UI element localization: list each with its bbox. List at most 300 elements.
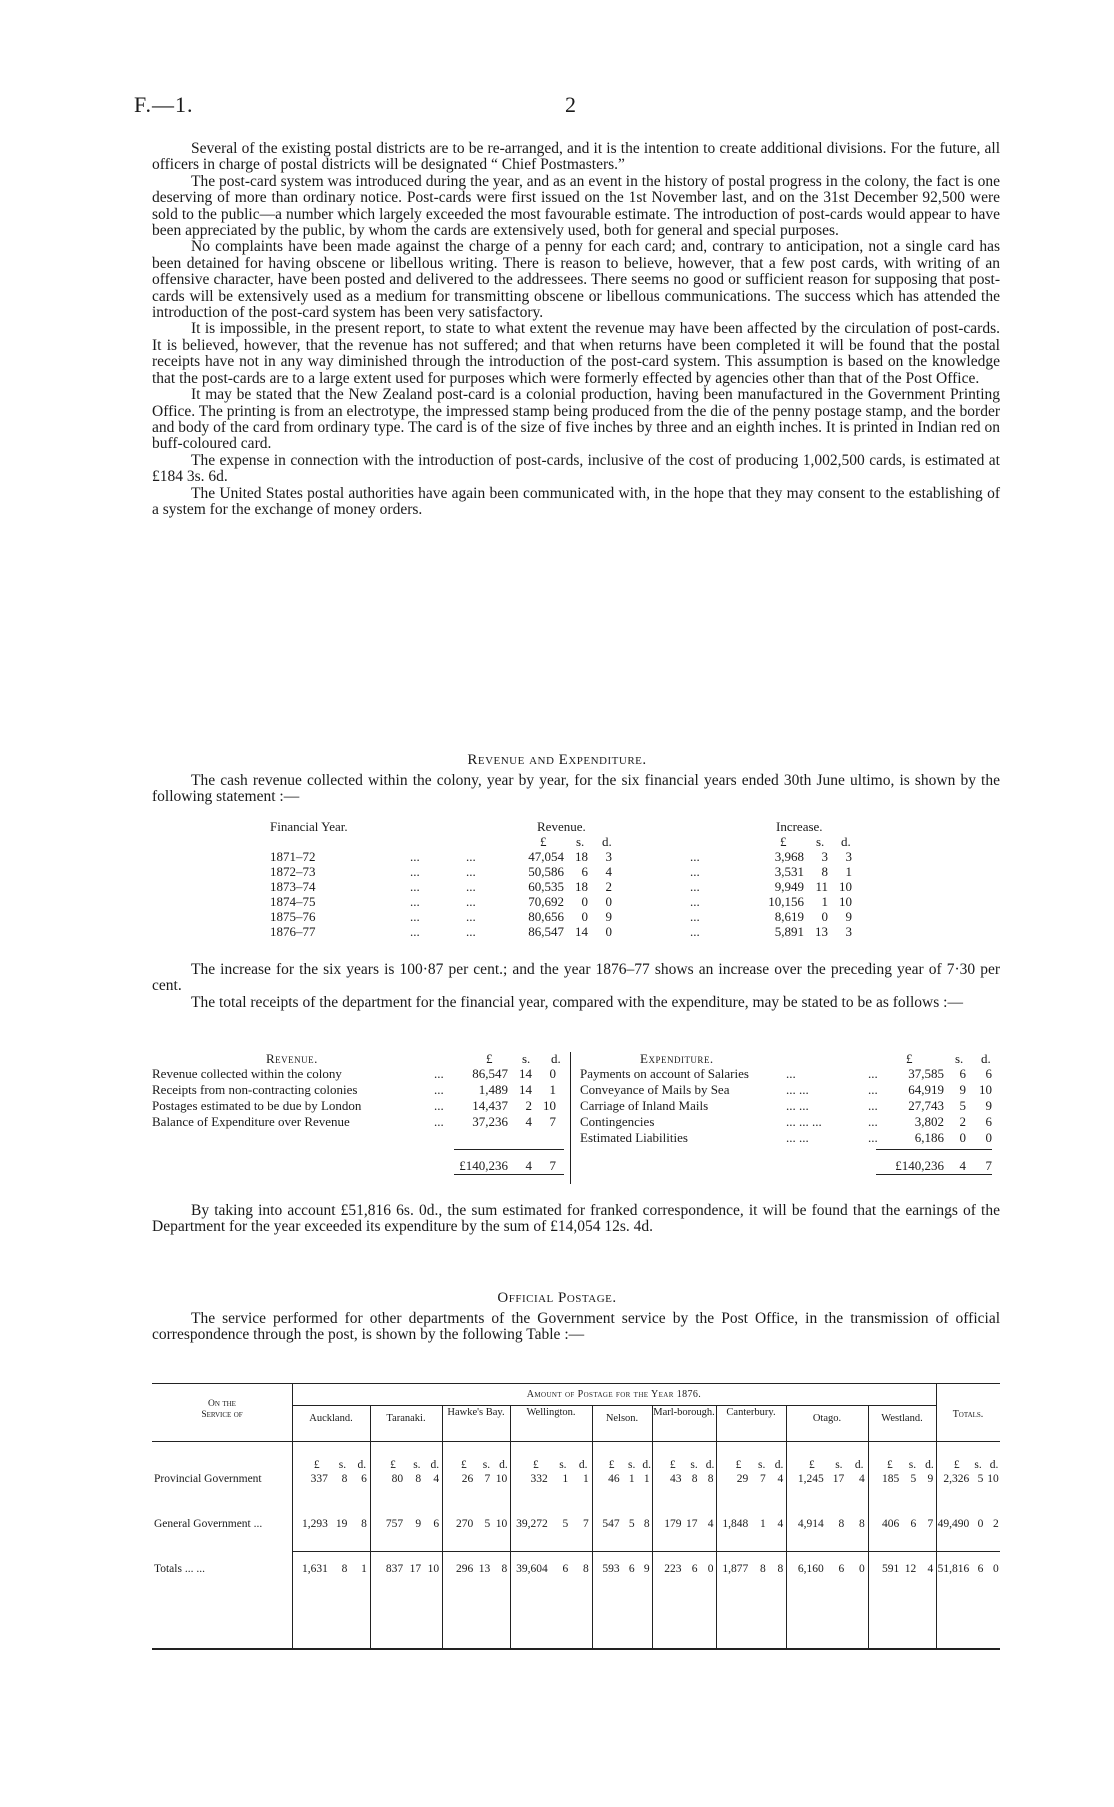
leader-dots: ... [466,909,476,924]
increase-pounds: 10,156 [768,894,804,909]
leader-dots: ... [466,879,476,894]
cell-pounds: 1,293 [302,1518,328,1530]
leader-dots: ... ... [786,1098,809,1113]
cell-shillings: 5 [484,1518,491,1530]
increase-pence: 3 [845,849,852,864]
expenditure-total-pounds: £140,236 [895,1158,944,1173]
total-pence: 10 [987,1473,999,1485]
lsd-pence: d. [430,1459,440,1471]
statement-divider [570,1052,571,1184]
leader-dots: ... [434,1082,444,1097]
lsd-shilling: s. [522,1051,531,1066]
year-cell: 1876–77 [270,924,316,939]
revenue-shillings: 0 [581,894,588,909]
expenditure-total-pence: 7 [985,1158,992,1173]
cell-pence: 9 [927,1473,934,1485]
revenue-pence: 2 [605,879,612,894]
revenue-pounds: 80,656 [528,909,564,924]
cell-pounds: 39,272 [516,1518,548,1530]
col-header-increase: Increase. [776,819,823,834]
cell-pence: 10 [495,1473,508,1485]
cell-pounds: 6,160 [797,1563,824,1575]
cell-shillings: 5 [628,1518,635,1530]
lsd-pence: d. [841,834,851,849]
lsd-pence: d. [551,1051,561,1066]
cell-shillings: 6 [628,1563,635,1575]
expenditure-total-shillings: 4 [959,1158,966,1173]
lsd-pence: d. [499,1459,508,1471]
revenue-intro [152,773,1000,806]
cell-pence: 7 [582,1518,589,1530]
lsd-pound: £ [669,1459,676,1471]
increase-shillings: 3 [821,849,828,864]
cell-pounds: 1,877 [722,1563,749,1575]
revenue-pounds: 86,547 [528,924,564,939]
paragraph: By taking into account £51,816 6s. 0d., the sum estimated for franked correspondence, it will be found that the earnings of the Department for the year exceeded its expenditure by the sum of £14,054 12s. 4d. [152,1202,1000,1236]
cell-shillings: 17 [685,1518,698,1530]
leader-dots: ... [868,1114,878,1129]
paragraph: The United States postal authorities have again been communicated with, in the hope that they may consent to the establishing of a system for the exchange of money orders. [152,484,1000,518]
page-number: 2 [565,92,576,117]
revenue-line-label: Revenue collected within the colony [152,1066,342,1081]
increase-shillings: 1 [821,894,828,909]
expenditure-line-label: Contingencies [580,1114,655,1129]
column-header: Auckland. [309,1413,353,1424]
increase-shillings: 0 [821,909,828,924]
expenditure-line-pounds: 27,743 [908,1098,944,1113]
lsd-pound: £ [735,1459,742,1471]
revenue-total-shillings: 4 [525,1158,532,1173]
total-pence: 0 [992,1563,999,1575]
cell-pence: 8 [501,1563,508,1575]
revenue-pence: 3 [605,849,612,864]
total-pence: 2 [992,1518,999,1530]
section-heading-revenue: Revenue and Expenditure. [467,752,647,768]
lsd-pound: £ [390,1459,396,1471]
leader-dots: ... [410,849,420,864]
cell-pence: 0 [858,1563,865,1575]
revenue-total-rule [454,1149,564,1150]
lsd-pound: £ [906,1051,913,1066]
leader-dots: ... [690,924,700,939]
cell-pence: 4 [858,1473,865,1485]
cell-shillings: 7 [484,1473,491,1485]
lsd-pound: £ [532,1459,539,1471]
cell-pence: 7 [927,1518,934,1530]
cell-shillings: 13 [478,1563,491,1575]
table-top-rule [152,1383,1000,1384]
service-header-line: On the [208,1399,236,1409]
leader-dots: ... [690,894,700,909]
cell-pence: 8 [707,1473,714,1485]
lsd-pence: d. [774,1459,784,1471]
cell-pence: 8 [777,1563,784,1575]
paragraph: The service performed for other departments of the Government service by the Post Office, in the transmission of official correspondence through the post, is shown by the following Table :— [152,1310,1000,1344]
column-header: Nelson. [605,1413,639,1424]
lsd-pence: d. [981,1051,991,1066]
leader-dots: ... [690,879,700,894]
lsd-pound: £ [608,1459,615,1471]
cell-pounds: 29 [736,1473,749,1485]
lsd-pound: £ [313,1459,320,1471]
increase-pence: 10 [839,879,852,894]
revenue-line-shillings: 4 [525,1114,532,1129]
revenue-shillings: 14 [575,924,588,939]
leader-dots: ... [410,924,420,939]
increase-shillings: 8 [821,864,828,879]
cell-shillings: 1 [759,1518,766,1530]
lsd-pence: d. [925,1459,934,1471]
cell-pence: 9 [643,1563,650,1575]
expenditure-line-shillings: 2 [959,1114,966,1129]
total-pounds: 49,490 [937,1518,970,1530]
cell-shillings: 7 [759,1473,766,1485]
cell-pence: 1 [361,1563,367,1575]
paragraph: The expense in connection with the introduction of post-cards, inclusive of the cost of producing 1,002,500 cards, is estimated at £184 3s. 6d. [152,451,1000,486]
revenue-shillings: 0 [581,909,588,924]
paragraph: Several of the existing postal districts are to be re-arranged, and it is the intention to create additional divisions. For the future, all officers in charge of postal districts will be designated “ Chief Postmasters.” [152,140,1000,174]
service-header [152,1399,292,1421]
document-reference: F.—1. [134,92,194,117]
revenue-line-pence: 1 [549,1082,556,1097]
cell-pence: 4 [707,1518,714,1530]
cell-pence: 6 [433,1518,440,1530]
header-bottom-rule [152,1441,1000,1442]
lsd-shilling: s. [628,1459,636,1471]
column-header: Canterbury. [726,1407,776,1418]
leader-dots: ... [410,879,420,894]
cell-shillings: 8 [759,1563,766,1575]
group-header: Amount of Postage for the Year 1876. [526,1389,702,1400]
revenue-line-label: Postages estimated to be due by London [152,1098,362,1113]
expenditure-total-rule [876,1174,992,1175]
cell-pence: 8 [858,1518,865,1530]
lsd-pound: £ [887,1459,893,1471]
col-header-revenue: Revenue. [537,819,586,834]
lsd-pence: d. [602,834,612,849]
lsd-shilling: s. [816,834,825,849]
revenue-line-shillings: 2 [525,1098,532,1113]
revenue-line-pence: 7 [549,1114,556,1129]
increase-pence: 10 [839,894,852,909]
cell-pounds: 4,914 [797,1518,824,1530]
cell-shillings: 1 [628,1473,635,1485]
leader-dots: ... [410,864,420,879]
cell-shillings: 8 [691,1473,698,1485]
revenue-line-pounds: 86,547 [472,1066,508,1081]
cell-shillings: 8 [341,1473,348,1485]
increase-pence: 3 [845,924,852,939]
column-header: Otago. [812,1413,842,1424]
cell-shillings: 8 [415,1473,422,1485]
revenue-shillings: 18 [575,849,588,864]
leader-dots: ... [466,894,476,909]
leader-dots: ... [868,1098,878,1113]
lsd-shilling: s. [559,1459,567,1471]
cell-pence: 4 [433,1473,440,1485]
leader-dots: ... [868,1066,878,1081]
total-shillings: 6 [977,1563,984,1575]
revenue-total-pounds: £140,236 [459,1158,508,1173]
cell-pounds: 1,848 [722,1518,749,1530]
lsd-shilling: s. [835,1459,843,1471]
expenditure-line-pounds: 64,919 [908,1082,944,1097]
revenue-shillings: 6 [581,864,588,879]
leader-dots: ... [466,864,476,879]
cell-shillings: 19 [335,1518,348,1530]
revenue-line-shillings: 14 [519,1066,532,1081]
col-header-year: Financial Year. [270,819,348,834]
year-cell: 1873–74 [270,879,316,894]
cell-shillings: 6 [910,1518,917,1530]
revenue-line-shillings: 14 [519,1082,532,1097]
row-label: General Government ... [154,1518,263,1530]
revenue-pence: 0 [605,924,612,939]
column-header: Westland. [881,1413,923,1424]
increase-pounds: 3,531 [774,864,804,879]
cell-pounds: 39,604 [516,1563,548,1575]
paragraph: The total receipts of the department for the financial year, compared with the expenditure, may be stated to be as follows :— [191,993,963,1011]
lsd-pound: £ [461,1459,467,1471]
revenue-line-pounds: 14,437 [472,1098,508,1113]
lsd-shilling: s. [908,1459,917,1471]
expenditure-line-pounds: 6,186 [914,1130,944,1145]
cell-shillings: 1 [562,1473,569,1485]
paragraph: It is impossible, in the present report, to state to what extent the revenue may have been affected by the circulation of post-cards. It is believed, however, that the revenue has not suffered; and that when returns have been completed it will be found that the postal receipts have not in any way diminished through the introduction of the post-card system. This assumption is based on the knowledge that the post-cards are to a large extent used for purposes which were formerly effected by agencies other than that of the Post Office. [152,320,1000,387]
cell-shillings: 17 [832,1473,845,1485]
total-shillings: 0 [977,1518,984,1530]
expenditure-total-rule [876,1149,992,1150]
revenue-pounds: 47,054 [528,849,564,864]
leader-dots: ... [690,864,700,879]
revenue-pence: 0 [605,894,612,909]
revenue-total-rule [454,1174,564,1175]
total-pounds: 51,816 [937,1563,970,1575]
lsd-pound: £ [486,1051,493,1066]
revenue-line-pounds: 1,489 [478,1082,508,1097]
cell-pence: 8 [361,1518,367,1530]
total-pounds: 2,326 [943,1473,970,1485]
totals-rule [292,1551,1000,1552]
revenue-line-pence: 0 [549,1066,556,1081]
expenditure-line-shillings: 9 [959,1082,966,1097]
increase-pounds: 8,619 [774,909,804,924]
lsd-shilling: s. [955,1051,964,1066]
column-header: Marl-borough. [653,1407,715,1418]
revenue-column-title: Revenue. [266,1051,318,1066]
increase-pounds: 9,949 [774,879,804,894]
expenditure-line-label: Estimated Liabilities [580,1130,688,1145]
cell-pounds: 547 [602,1518,620,1530]
totals-header: Totals. [952,1409,984,1420]
cell-pounds: 223 [664,1563,682,1575]
lsd-shilling: s. [974,1459,982,1471]
cell-pounds: 1,631 [302,1563,328,1575]
column-header: Wellington. [526,1407,576,1418]
lsd-pence: d. [357,1459,367,1471]
leader-dots: ... ... [786,1082,809,1097]
cell-pounds: 270 [456,1518,474,1530]
official-intro [152,1311,1000,1344]
expenditure-line-pence: 0 [985,1130,992,1145]
revenue-shillings: 18 [575,879,588,894]
cell-pence: 8 [643,1518,650,1530]
cell-pounds: 26 [461,1473,474,1485]
cell-pounds: 46 [608,1473,620,1485]
cell-pounds: 406 [882,1518,900,1530]
cell-shillings: 6 [562,1563,569,1575]
row-label: Totals ... ... [154,1563,205,1575]
increase-pounds: 3,968 [774,849,804,864]
cell-pounds: 80 [391,1473,404,1485]
increase-pounds: 5,891 [774,924,804,939]
lsd-shilling: s. [576,834,585,849]
cell-shillings: 5 [562,1518,569,1530]
revenue-pence: 9 [605,909,612,924]
expenditure-line-shillings: 5 [959,1098,966,1113]
cell-pence: 0 [707,1563,714,1575]
cell-pounds: 185 [882,1473,900,1485]
revenue-line-label: Receipts from non-contracting colonies [152,1082,358,1097]
expenditure-line-pence: 9 [985,1098,992,1113]
service-header-line: Service of [201,1410,243,1420]
cell-pence: 4 [777,1473,784,1485]
cell-shillings: 5 [910,1473,917,1485]
expenditure-line-shillings: 0 [959,1130,966,1145]
cell-shillings: 9 [415,1518,422,1530]
cell-shillings: 17 [409,1563,422,1575]
increase-pence: 9 [845,909,852,924]
cell-pounds: 296 [456,1563,474,1575]
lsd-pence: d. [854,1459,864,1471]
franked-paragraph [152,1203,1000,1236]
table-bottom-rule [152,1648,1000,1650]
expenditure-line-label: Conveyance of Mails by Sea [580,1082,730,1097]
revenue-pence: 4 [605,864,612,879]
leader-dots: ... [466,849,476,864]
top-paragraphs [152,141,1000,518]
cell-pounds: 837 [385,1563,404,1575]
cell-pence: 10 [427,1563,440,1575]
cell-pence: 4 [777,1518,784,1530]
year-cell: 1874–75 [270,894,316,909]
lsd-pence: d. [578,1459,588,1471]
column-header: Hawke's Bay. [447,1407,505,1418]
lsd-pence: d. [705,1459,715,1471]
leader-dots: ... [868,1082,878,1097]
paragraph: The increase for the six years is 100·87 per cent.; and the year 1876–77 shows an increase over the preceding year of 7·30 per cent. [152,961,1000,995]
increase-shillings: 13 [815,924,828,939]
cell-pounds: 591 [882,1563,900,1575]
cell-shillings: 12 [904,1563,917,1575]
lsd-pound: £ [780,834,787,849]
row-label: Provincial Government [154,1473,262,1485]
section-heading-official: Official Postage. [497,1290,617,1306]
leader-dots: ... [690,909,700,924]
paragraph: No complaints have been made against the charge of a penny for each card; and, contrary to anticipation, not a single card has been detained for having obscene or libellous writing. There is reason to believe, however, that a few post cards, with writing of an offensive character, have been posted and delivered to the addressees. There seems no good or sufficient reason for supposing that post-cards will be extensively used as a medium for transmitting obscene or libellous communications. The success which has attended the introduction of the post-card system has been very satisfactory. [152,238,1000,322]
expenditure-line-pence: 6 [985,1066,992,1081]
cell-shillings: 6 [691,1563,698,1575]
paragraph: The cash revenue collected within the colony, year by year, for the six financial years ended 30th June ultimo, is shown by the following statement :— [152,772,1000,806]
expenditure-line-pence: 10 [979,1082,992,1097]
expenditure-line-label: Carriage of Inland Mails [580,1098,709,1113]
total-shillings: 5 [977,1473,984,1485]
leader-dots: ... [868,1130,878,1145]
paragraph: It may be stated that the New Zealand post-card is a colonial production, having been manufactured in the Government Printing Office. The printing is from an electrotype, the impressed stamp being produced from the die of the penny postage stamp, and the border and body of the card from ordinary type. The card is of the size of five inches by three and an eighth inches. It is printed in Indian red on buff-coloured card. [152,386,1000,453]
cell-pounds: 337 [310,1473,328,1485]
cell-pence: 6 [361,1473,367,1485]
leader-dots: ... [466,924,476,939]
paragraph: The post-card system was introduced during the year, and as an event in the history of postal progress in the colony, the fact is one deserving of more than ordinary notice. Post-cards were first issued on the 1st November last, and on the 31st December 92,500 were sold to the public—a number which largely exceeded the most favourable estimate. The introduction of post-cards would appear to have been appreciated by the public, by whom the cards are extensively used, both for general and special purposes. [152,172,1000,240]
lsd-shilling: s. [413,1459,421,1471]
cell-pence: 1 [582,1473,589,1485]
totals-divider [936,1383,937,1648]
lsd-pound: £ [953,1459,960,1471]
cell-shillings: 6 [838,1563,845,1575]
expenditure-line-shillings: 6 [959,1066,966,1081]
lsd-pence: d. [642,1459,652,1471]
leader-dots: ... [434,1066,444,1081]
revenue-line-pence: 10 [543,1098,556,1113]
revenue-line-label: Balance of Expenditure over Revenue [152,1114,350,1129]
expenditure-line-pounds: 37,585 [908,1066,944,1081]
cell-pounds: 43 [669,1473,682,1485]
revenue-pounds: 50,586 [528,864,564,879]
expenditure-line-pence: 6 [985,1114,992,1129]
revenue-line-pounds: 37,236 [472,1114,508,1129]
cell-pounds: 179 [664,1518,682,1530]
cell-pence: 8 [582,1563,589,1575]
leader-dots: ... [786,1066,796,1081]
cell-pounds: 593 [602,1563,620,1575]
cell-pounds: 332 [530,1473,548,1485]
leader-dots: ... [410,894,420,909]
lsd-shilling: s. [482,1459,491,1471]
column-header: Taranaki. [386,1413,426,1424]
revenue-total-pence: 7 [549,1158,556,1173]
leader-dots: ... [434,1114,444,1129]
cell-pence: 10 [495,1518,508,1530]
expenditure-column-title: Expenditure. [640,1051,714,1066]
cell-pounds: 1,245 [797,1473,824,1485]
lsd-pound: £ [540,834,547,849]
year-cell: 1872–73 [270,864,316,879]
revenue-pounds: 60,535 [528,879,564,894]
lsd-shilling: s. [758,1459,766,1471]
cell-pounds: 757 [385,1518,404,1530]
leader-dots: ... ... ... [786,1114,822,1129]
year-cell: 1871–72 [270,849,316,864]
leader-dots: ... [410,909,420,924]
cell-shillings: 8 [341,1563,348,1575]
leader-dots: ... [434,1098,444,1113]
leader-dots: ... ... [786,1130,809,1145]
cell-pence: 4 [927,1563,934,1575]
increase-shillings: 11 [815,879,828,894]
lsd-pence: d. [989,1459,999,1471]
lsd-shilling: s. [338,1459,347,1471]
leader-dots: ... [690,849,700,864]
cell-shillings: 8 [838,1518,845,1530]
cell-pence: 1 [643,1473,650,1485]
lsd-shilling: s. [690,1459,698,1471]
expenditure-line-label: Payments on account of Salaries [580,1066,749,1081]
year-cell: 1875–76 [270,909,316,924]
expenditure-line-pounds: 3,802 [914,1114,944,1129]
revenue-pounds: 70,692 [528,894,564,909]
lsd-pound: £ [808,1459,815,1471]
revenue-commentary [152,962,1000,1011]
